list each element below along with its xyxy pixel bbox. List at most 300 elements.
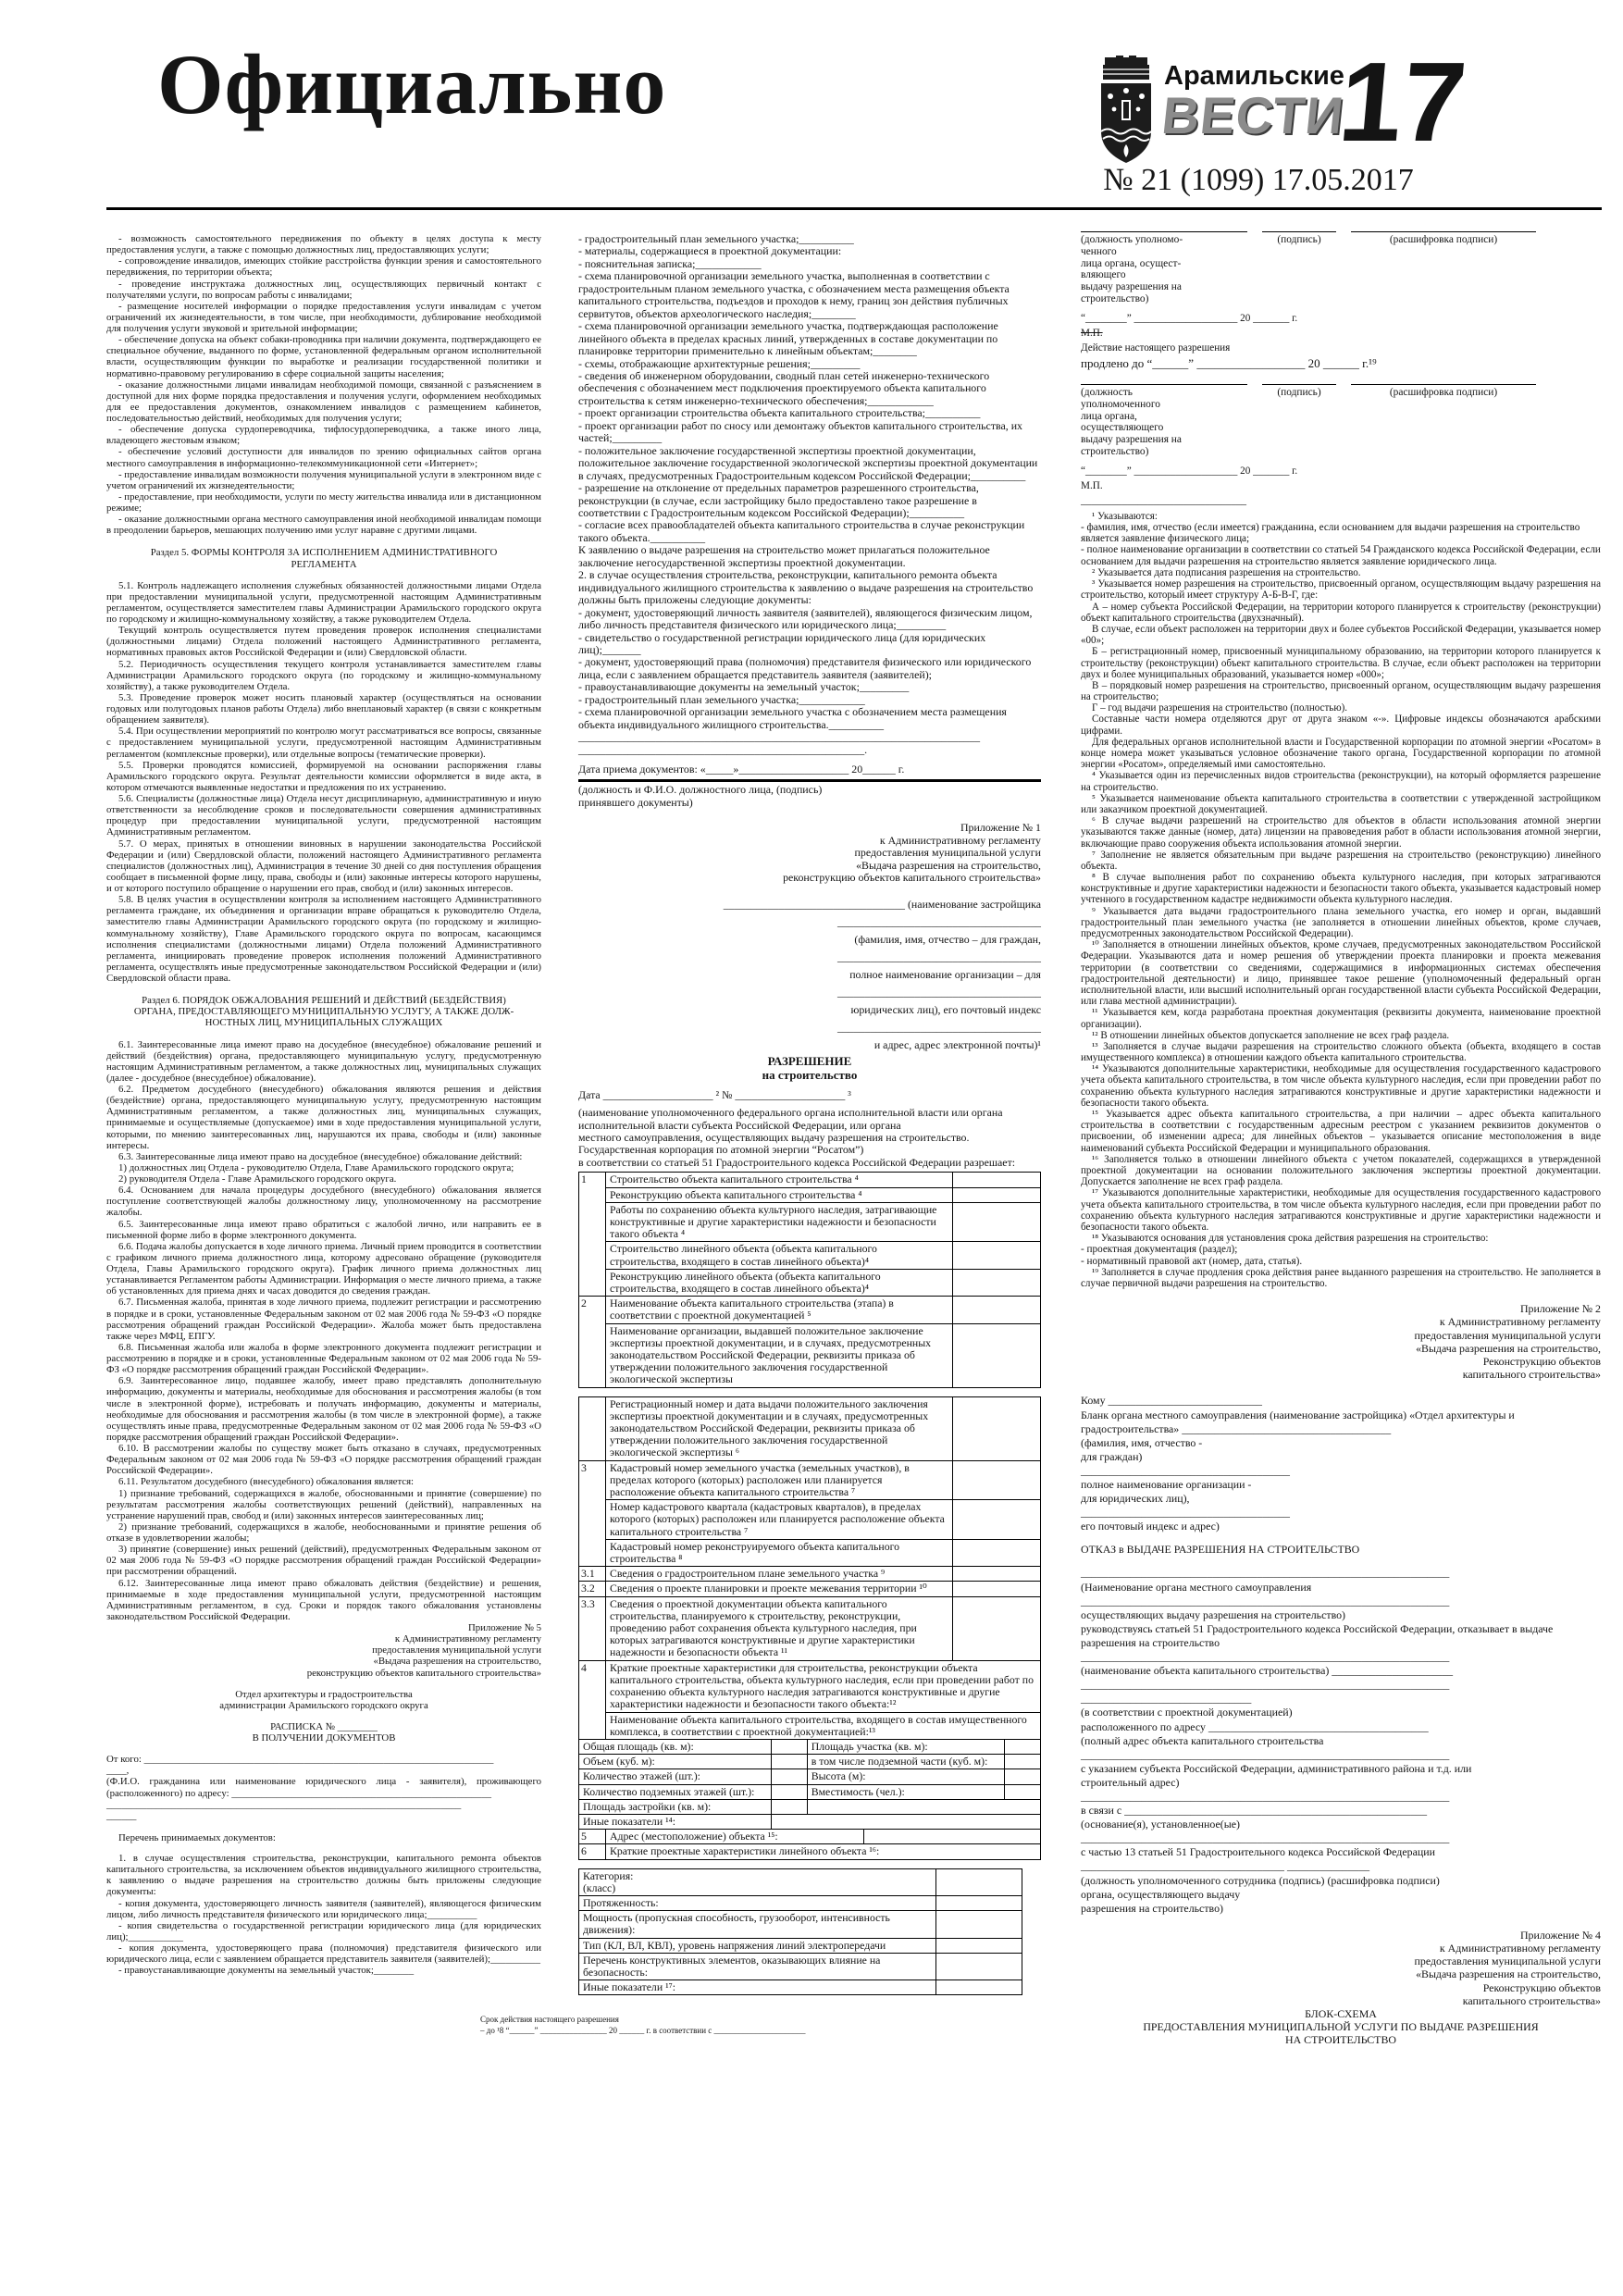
text-line: _________________________________________________________________________	[578, 730, 981, 744]
cell: Адрес (местоположение) объекта ¹⁵:	[606, 1830, 864, 1844]
table-row	[579, 1660, 1041, 1712]
value-cell	[771, 1769, 807, 1784]
text-line: - обеспечение условий доступности для инвалидов по зрению официальных сайтов органа местного самоуправления в информационно-телекоммуникационной сети «Интернет»;	[106, 446, 541, 469]
document-list	[578, 233, 1041, 896]
metrics-table	[578, 1739, 1041, 1830]
cell: Перечень конструктивных элементов, оказывающих влияние на безопасность:	[579, 1953, 936, 1980]
text-line: «Выдача разрешения на строительство,	[1416, 1967, 1601, 1981]
text-line: - оказание должностными органа местного самоуправления иной необходимой инвалидам помощи в преодолении барьеров, мешающих получению ими услуг наравне с другими лицами.	[106, 514, 541, 537]
text-line: ⁴ Указывается один из перечисленных видов строительства (реконструкции), на который оформляется разрешение на строительство.	[1081, 770, 1601, 793]
text-line: Приложение № 4	[1519, 1928, 1601, 1942]
left-column	[106, 233, 541, 1976]
cell: Строительство объекта капитального строительства ⁴	[606, 1173, 953, 1187]
cell: Высота (м):	[807, 1769, 1004, 1784]
text-line	[106, 536, 541, 547]
text-line: Составные части номера отделяются друг от друга знаком «-». Цифровые индексы обозначаются арабскими цифрами.	[1081, 714, 1601, 737]
text-line: - нормативный правовой акт (номер, дата, статья).	[1081, 1255, 1303, 1267]
text-line: - полное наименование организации в соответствии со статьей 54 Гражданского кодекса Российской Федерации, если основанием для выдачи разрешения на строительство является заявление юридического лица.	[1081, 544, 1601, 567]
text-line: - сведения об инженерном оборудовании, сводный план сетей инженерно-технического обеспечения с обозначением мест подключения проектируемого объекта капитального строительства к сетям инженерно-технического обеспечения;____________	[578, 368, 990, 407]
text-line: полное наименование организации – для	[849, 967, 1041, 981]
text-line: - проектная документация (раздел);	[1081, 1244, 1238, 1256]
text-line: - проведение инструктажа должностных лиц, осуществляющих первичный контакт с получателями услуги, по вопросам работы с инвалидами;	[106, 278, 541, 301]
text-line: ______________________________________	[1081, 1463, 1290, 1477]
text-line: (наименование объекта капитального строительства) ______________________	[1081, 1664, 1454, 1678]
date-line: “________” ____________________ 20 _______ г.	[1081, 312, 1298, 324]
text-line: 6.9. Заинтересованное лицо, подавшее жалобу, имеет право представлять дополнительную информацию, документы и материалы, необходимые для обоснования и рассмотрения жалобы (в том числе в электронной форме), истребовать и получать информацию, документы и материалы, необходимые для обоснования и рассмотрения жалобы (в том числе в электронной форме), а также осуществлять иные права, предусмотренные Федеральным законом от 02 мая 2006 года № 59-ФЗ «О порядке рассмотрения обращений граждан Российской Федерации».	[106, 1375, 541, 1443]
text-line: 6.2. Предметом досудебного (внесудебного) обжалования являются решения и действия (бездействие) органа, предоставляющего муниципальную услугу, предусмотренную настоящим Административным регламентом, а также должностных лиц, муниципальных служащих, принимаемые и осуществляемые (допускаемое) ими в ходе предоставления муниципальной услуги, которыми, по мнению заинтересованных лиц, нарушаются их права, свободы и (или) законные интересы.	[106, 1084, 541, 1151]
text-line: (должность уполномоченного сотрудника (подпись) (расшифровка подписи)	[1081, 1873, 1440, 1887]
heading-line: БЛОК-СХЕМА	[1305, 2007, 1377, 2021]
row-number: 4	[579, 1660, 606, 1739]
text-line: 6.10. В рассмотрении жалобы по существу может быть отказано в случаях, предусмотренных Федеральным законом от 02 мая 2006 года № 59-ФЗ «О порядке рассмотрения обращений граждан Российской Федерации».	[106, 1443, 541, 1477]
text-line	[106, 1744, 541, 1754]
cell: Сведения о проектной документации объекта капитального строительства, планируемого к строительству, реконструкции, проведению работ сохранения объекта культурного наследия, при которых затрагиваются конструктивные и другие характеристики надежности и безопасности объекта ¹¹	[606, 1596, 953, 1660]
text-line: строительство)	[1081, 292, 1149, 304]
value-cell	[771, 1739, 807, 1754]
text-line: - схема планировочной организации земельного участка, подтверждающая расположение линейного объекта в пределах красных линий, утвержденных в составе документации по планировке территории применительно к линейным объектам;________	[578, 319, 998, 358]
table-row	[579, 1323, 1041, 1387]
signatory-position-caption	[1081, 231, 1247, 305]
value-cell	[953, 1539, 1041, 1566]
text-line: ___________________________________________________________________	[1081, 1678, 1450, 1692]
annex-4-block	[1081, 1916, 1601, 2047]
cell: Количество подземных этажей (шт.):	[579, 1784, 772, 1799]
text-line: ⁶ В случае выдачи разрешений на строительство для объектов в области использования атомной энергии указываются также данные (номер, дата) лицензии на правоведения работ в области использования атомной энергии, включающие право сооружения объекта использования атомной энергии.	[1081, 815, 1601, 850]
value-cell	[1005, 1755, 1041, 1769]
value-cell	[1005, 1784, 1041, 1799]
text-line: _____________________________________ _______________	[1081, 1859, 1370, 1873]
text-line: «Выдача разрешения на строительство,	[856, 858, 1041, 872]
text-line: к Административному регламенту	[394, 1633, 541, 1645]
text-line: - сопровождение инвалидов, имеющих стойкие расстройства функции зрения и самостоятельного передвижения, по территории объекта;	[106, 255, 541, 279]
text-line	[578, 885, 1041, 896]
text-line: _____________________________________	[837, 914, 1041, 928]
right-column	[1081, 231, 1601, 2047]
text-line: _____________________________________	[837, 985, 1041, 999]
text-line: вляющего	[1081, 269, 1126, 281]
annex-2-block	[1081, 1289, 1601, 1394]
value-cell	[953, 1269, 1041, 1296]
text-line: (фамилия, имя, отчество -	[1081, 1435, 1203, 1449]
value-cell	[1005, 1739, 1041, 1754]
text-line: ⁵ Указывается наименование объекта капитального строительства в соответствии с утвержденной застройщиком или заказчиком проектной документацией.	[1081, 792, 1601, 815]
value-cell	[864, 1830, 1041, 1844]
table-row	[579, 1938, 1022, 1953]
value-cell	[953, 1297, 1041, 1323]
cell: Объем (куб. м):	[579, 1755, 772, 1769]
signature-block	[1081, 231, 1601, 305]
text-line: - разрешение на отклонение от предельных параметров разрешенного строительства, реконструкции (в случае, если застройщику было предоставлено такое разрешение в соответствии с Градостроительным кодексом Российской Федерации);__________	[578, 481, 979, 519]
value-cell	[953, 1242, 1041, 1269]
issuing-org-caption	[578, 1107, 1041, 1169]
text-line: «Выдача разрешения на строительство,	[1416, 1341, 1601, 1355]
text-line: ___________________________________________________________________	[1081, 1831, 1450, 1845]
text-line: к Административному регламенту	[1439, 1942, 1601, 1955]
cell: Строительство линейного объекта (объекта капитального строительства, входящего в состав линейного объекта)⁴	[606, 1242, 953, 1269]
cell: Реконструкцию линейного объекта (объекта капитального строительства, входящего в состав линейного объекта)⁴	[606, 1269, 953, 1296]
text-line: 5.4. При осуществлении мероприятий по контролю могут рассматриваться все вопросы, связанные с предоставлением муниципальной услуги, предусмотренной настоящим Административным регламентом (комплексные проверки), или отдельные вопросы (тематические проверки).	[106, 726, 541, 760]
value-cell	[936, 1868, 1022, 1895]
cell: Наименование организации, выдавшей положительное заключение экспертизы проектной документации, и в случаях, предусмотренных законодательством Российской Федерации, реквизиты приказа об утверждении положительного заключения государственной экологической экспертизы	[606, 1323, 953, 1387]
page-title: Официально	[157, 37, 667, 131]
text-line: (наименование уполномоченного федерального органа исполнительной власти или органа исполнительной власти субъекта Российской Федерации, или органа	[578, 1106, 1003, 1132]
text-line: - материалы, содержащиеся в проектной документации:	[578, 244, 842, 258]
table-row	[579, 1755, 1041, 1769]
value-cell	[953, 1596, 1041, 1660]
value-cell	[953, 1500, 1041, 1540]
text-line: 6.7. Письменная жалоба, принятая в ходе личного приема, подлежит регистрации и рассмотрению в порядке и в сроки, установленные Федеральным законом от 02 мая 2006 года № 59-ФЗ «О порядке рассмотрения обращений граждан Российской Федерации». Жалоба может быть предоставлена также через МФЦ, ЕПГУ.	[106, 1297, 541, 1342]
table-row	[579, 1769, 1041, 1784]
text-line: Для федеральных органов исполнительной власти и Государственной корпорации по атомной энергии «Росатом» в конце номера может указываться условное обозначение такого органа, Государственной корпорации по атомной энергии «Росатом», определяемый ими самостоятельно.	[1081, 736, 1601, 771]
text-line: Приложение № 1	[960, 821, 1041, 835]
text-line: Приложение № 2	[1519, 1302, 1601, 1316]
text-line: реконструкцию объектов капитального строительства»	[306, 1667, 541, 1679]
text-line: 1. в случае осуществления строительства, реконструкции, капитального ремонта объектов капитального строительства, за исключением объектов индивидуального жилищного строительства, к заявлению о выдаче разрешения на строительство должны быть приложены следующие документы:	[106, 1853, 541, 1898]
text-line: От кого: ______________________________________________________________________	[106, 1754, 494, 1766]
text-line: - правоустанавливающие документы на земельный участок;________	[118, 1965, 415, 1977]
text-line: органа, осуществляющего выдачу	[1081, 1887, 1241, 1901]
value-cell	[953, 1582, 1041, 1596]
value-cell	[936, 1938, 1022, 1953]
table-row	[579, 1173, 1041, 1187]
text-line: 6.3. Заинтересованные лица имеют право на досудебное (внесудебное) обжалование действий:	[118, 1150, 523, 1162]
text-line	[106, 1711, 541, 1721]
text-line: в соответствии со статьей 51 Градостроительного кодекса Российской Федерации разрешает:	[578, 1155, 1016, 1169]
signature-decode-caption: (расшифровка подписи)	[1351, 231, 1536, 305]
text-line: ______________________________________	[1081, 1506, 1290, 1520]
value-cell	[953, 1396, 1041, 1460]
cell-line: (класс)	[583, 1880, 616, 1894]
text-line: - обеспечение допуска на объект собаки-проводника при наличии документа, подтверждающего ее специальное обучение, выданного по форме, установленной федеральным органом исполнительной власти, осуществляющим функции по выработке и реализации государственной политики и нормативно-правовому регулированию в сфере социальной защиты населения;	[106, 334, 541, 379]
validity-footer-label: Срок действия настоящего разрешения	[480, 2015, 619, 2025]
text-line	[106, 1843, 541, 1853]
text-line: для граждан)	[1081, 1449, 1143, 1463]
text-line: Дата приема документов: «_____»____________________ 20______ г.	[578, 763, 905, 776]
cell: Мощность (пропускная способность, грузооборот, интенсивность движения):	[579, 1911, 936, 1938]
cell: Иные показатели ¹⁷:	[579, 1980, 936, 1995]
text-line: ² Указывается дата подписания разрешения на строительство.	[1092, 567, 1361, 579]
text-line: разрешения на строительство)	[1081, 1901, 1223, 1915]
text-line: (основание(я), установленное(ые)	[1081, 1818, 1240, 1831]
text-line: ченного	[1081, 245, 1117, 257]
text-line: ___________________________________________________________________	[1081, 1747, 1450, 1761]
text-line: уполномоченного	[1081, 398, 1160, 410]
text-line: (должность и Ф.И.О. должностного лица, (подпись)	[578, 783, 823, 797]
text-line: - документ, удостоверяющий права (полномочия) представителя физического или юридического лица, если с заявлением обращается представитель заявителя (заявителей);	[578, 655, 1032, 681]
cell: Протяженность:	[579, 1895, 936, 1910]
validity-note: Действие настоящего разрешения	[1081, 342, 1231, 354]
heading-line: НОСТНЫХ ЛИЦ, МУНИЦИПАЛЬНЫХ СЛУЖАЩИХ	[204, 1017, 443, 1029]
text-line: предоставления муниципальной услуги	[1414, 1328, 1601, 1342]
text-line: - согласие всех правообладателей объекта капитального строительства в случае реконструкции такого объекта.__________	[578, 518, 1025, 544]
text-line: - возможность самостоятельного передвижения по объекту в целях доступа к месту предоставления услуги, а также с помощью должностных лиц, предоставляющих услуги;	[106, 233, 541, 256]
value-cell	[953, 1460, 1041, 1500]
permit-table-3	[578, 1829, 1041, 1859]
table-row	[579, 1799, 1041, 1814]
text-line: ____,	[106, 1765, 130, 1777]
text-line: (полный адрес объекта капитального строительства	[1081, 1733, 1324, 1747]
text-line: 1) должностных лиц Отдела - руководителю Отдела, Главе Арамильского городского округа;	[118, 1161, 514, 1173]
signature-decode-caption: (расшифровка подписи)	[1351, 384, 1536, 458]
text-line: (Наименование органа местного самоуправления	[1081, 1580, 1312, 1594]
text-line: - схема планировочной организации земельного участка с обозначением места размещения объекта индивидуального жилищного строительства.__________	[578, 705, 1007, 731]
row-number: 6	[579, 1844, 606, 1859]
table-row	[579, 1830, 1041, 1844]
text-line: ¹⁷ Указываются дополнительные характеристики, необходимые для осуществления государственного кадастрового учета объекта капитального строительства, в том числе объекта культурного наследия, если при проведении работ по сохранению объекта культурного наследия затрагиваются конструктивные и другие характеристики надежности и безопасности такого объекта.	[1081, 1187, 1601, 1233]
text-line: ___________________________________________________________________	[1081, 1566, 1450, 1580]
text-line: 6.4. Основанием для начала процедуры досудебного (внесудебного) обжалования является поступление соответствующей жалобы должностному лицу, уполномоченному на рассмотрение жалобы.	[106, 1185, 541, 1219]
text-line	[578, 809, 1041, 822]
text-line: 5.3. Проведение проверок может носить плановый характер (осуществляться на основании годовых или полугодовых планов работы Отдела) либо внеплановый характер (в связи с конкретным обращением заявителя).	[106, 691, 541, 726]
signature-block-2	[1081, 384, 1601, 458]
text-line: ⁹ Указывается дата выдачи градостроительного плана земельного участка, его номер и орган, выдавший градостроительный план земельного участка (не заполняется в отношении линейных объектов, кроме случаев, предусмотренных законодательством Российской Федерации).	[1081, 905, 1601, 940]
table-row	[579, 1187, 1041, 1202]
cell: Вместимость (чел.):	[807, 1784, 1004, 1799]
developer-name-form	[578, 896, 1041, 1054]
value-cell	[1005, 1769, 1041, 1784]
table-row	[579, 1539, 1041, 1566]
heading-line: ОРГАНА, ПРЕДОСТАВЛЯЮЩЕГО МУНИЦИПАЛЬНУЮ УСЛУГУ, А ТАКЖЕ ДОЛЖ-	[133, 1006, 514, 1018]
text-line: 6.11. Результатом досудебного (внесудебного) обжалования является:	[118, 1476, 415, 1488]
table-row	[579, 1739, 1041, 1754]
text-line: ___________________________________________________________________	[1081, 1650, 1450, 1664]
text-line: 6.8. Письменная жалоба или жалоба в форме электронного документа подлежит регистрации и рассмотрению в порядке и в сроки, установленные Федеральным законом от 02 мая 2006 года № 59-ФЗ «О порядке рассмотрения обращений граждан Российской Федерации».	[106, 1341, 541, 1376]
value-cell	[771, 1814, 1040, 1829]
text-line: предоставления муниципальной услуги	[854, 846, 1041, 860]
text-line: выдачу разрешения на	[1081, 281, 1182, 293]
value-cell	[936, 1911, 1022, 1938]
text-line: Перечень принимаемых документов:	[118, 1831, 276, 1843]
text-line: в связи с _______________________________________________________	[1081, 1804, 1428, 1818]
row-number: 3.1	[579, 1567, 606, 1582]
text-line: 6.1. Заинтересованные лица имеют право на досудебное (внесудебное) обжалование решений и действий (бездействия) органа, предоставляющего муниципальную услугу, предусмотренную настоящим Административным регламентом, а также должностных лиц, муниципальных служащих (далее - досудебное (внесудебное) обжалование).	[106, 1038, 541, 1084]
text-line: ОТКАЗ в ВЫДАЧЕ РАЗРЕШЕНИЯ НА СТРОИТЕЛЬСТВО	[1081, 1543, 1360, 1557]
value-cell	[953, 1173, 1041, 1187]
text-line: - свидетельство о государственной регистрации юридического лица (для юридических лиц);_______	[578, 630, 986, 656]
text-line: с частью 13 статьей 51 Градостроительного кодекса Российской Федерации	[1081, 1845, 1435, 1859]
cell: Общая площадь (кв. м):	[579, 1739, 772, 1754]
value-cell	[807, 1799, 1040, 1814]
text-line: юридических лиц), его почтовый индекс	[850, 1002, 1041, 1016]
heading-line: ПРЕДОСТАВЛЕНИЯ МУНИЦИПАЛЬНОЙ УСЛУГИ ПО ВЫДАЧЕ РАЗРЕШЕНИЯ	[1143, 2020, 1539, 2034]
text-line	[1081, 1533, 1601, 1543]
cell: Наименование объекта капитального строительства, входящего в состав имущественного комплекса, в соответствии с проектной документацией:¹³	[606, 1712, 1041, 1739]
value-cell	[953, 1567, 1041, 1582]
cell: в том числе подземной части (куб. м):	[807, 1755, 1004, 1769]
text-line: осуществляющих выдачу разрешения на строительство)	[1081, 1607, 1346, 1621]
table-row	[579, 1784, 1041, 1799]
value-cell	[771, 1784, 807, 1799]
text-line: - копия документа, удостоверяющего личность заявителя (заявителей), являющегося физическим лицом, либо личность представителя физического или юридического лица;__________	[106, 1897, 541, 1920]
text-line: принявшего документы)	[578, 795, 693, 809]
row-number: 1	[579, 1173, 606, 1297]
stamp-mark: М.П.	[1081, 328, 1103, 340]
text-line: капитального строительства»	[1462, 1368, 1601, 1382]
value-cell	[936, 1980, 1022, 1995]
cell-line: Категория:	[583, 1868, 634, 1882]
cell: Краткие проектные характеристики для строительства, реконструкции объекта капитального строительства, объекта культурного наследия, если при проведении работ по сохранению объекта культурного наследия затрагиваются конструктивные и другие характеристики надежности и безопасности такого объекта:¹²	[606, 1660, 1041, 1712]
text-line: - правоустанавливающие документы на земельный участок;_________	[578, 680, 910, 694]
text-line: _______________________________	[1081, 1692, 1252, 1706]
text-line	[1081, 1381, 1601, 1394]
text-line: - оказание должностными лицами инвалидам необходимой помощи, связанной с разъяснением в доступной для них форме порядка предоставления и получения услуги, оформлением необходимых для ее предоставления документов, ознакомлением инвалидов с размещением кабинетов, последовательностью действий, необходимых для получения услуги;	[106, 379, 541, 424]
text-line	[106, 1821, 541, 1832]
text-line: ___________________________________________________________________	[1081, 1789, 1450, 1803]
text-line: местного самоуправления, осуществляющих выдачу разрешения на строительство. Государственная корпорация по атомной энергии “Росатом”)	[578, 1131, 970, 1157]
cell: Реконструкцию объекта капитального строительства ⁴	[606, 1187, 953, 1202]
text-line: (фамилия, имя, отчество – для граждан,	[854, 932, 1041, 946]
text-line: ¹³ Заполняется в случае выдачи разрешения на строительство сложного объекта (объекта, входящего в состав имущественного комплекса) в отношении каждого объекта капитального строительства.	[1081, 1040, 1601, 1064]
text-line: лица органа,	[1081, 410, 1137, 422]
permit-table	[578, 1172, 1041, 1387]
city-crest-icon	[1097, 56, 1155, 165]
cell: Кадастровый номер реконструируемого объекта капитального строительства ⁸	[606, 1539, 953, 1566]
text-line: - пояснительная записка;____________	[578, 256, 762, 270]
text-line: - предоставление, при необходимости, услуги по месту жительства инвалида или в дистанционном режиме;	[106, 490, 541, 514]
text-line	[578, 779, 1041, 782]
footnote-separator: ________________________________	[1081, 495, 1246, 507]
text-line: Бланк органа местного самоуправления (наименование застройщика) «Отдел архитектуры и градостроительства» ______________________________________	[1081, 1408, 1515, 1435]
text-line	[1081, 1289, 1601, 1302]
issue-line: № 21 (1099) 17.05.2017	[1103, 163, 1414, 197]
text-line: 2) руководителя Отдела - Главе Арамильского городского округа.	[118, 1173, 397, 1185]
text-line: 5.1. Контроль надлежащего исполнения служебных обязанностей должностными лицами Отдела при предоставлении муниципальной услуги, предусмотренной настоящим Административным регламентом, осуществляется заместителем главы Администрации Арамильского городского округа по городскому и жилищно-коммунальному хозяйству, а также руководителем Отдела.	[106, 579, 541, 625]
table-row	[579, 1202, 1041, 1242]
text-line: - предоставление инвалидам возможности получения муниципальной услуги в электронном виде с учетом ограничений их жизнедеятельности;	[106, 468, 541, 491]
text-line: 5.7. О мерах, принятых в отношении виновных в нарушении законодательства Российской Федерации и (или) Свердловской области, положений настоящего Административного регламента специалистов (должностных лиц), Администрация в течение 30 дней со дня поступления обращения сообщает в письменной форме лицу, права, свободы и (или) законные интересы которого нарушены, и от которого поступило обращение о нарушении его прав, свобод и (или) законных интересов.	[106, 838, 541, 894]
cell: Наименование объекта капитального строительства (этапа) в соответствии с проектной документацией ⁵	[606, 1297, 953, 1323]
text-line: Г – год выдачи разрешения на строительство (полностью).	[1092, 702, 1348, 714]
table-row	[579, 1460, 1041, 1500]
text-line: 3) принятие (совершение) иных решений (действий), предусмотренных Федеральным законом от 02 мая 2006 года № 59-ФЗ «О порядке рассмотрения обращений граждан Российской Федерации» при рассмотрении обращений.	[106, 1544, 541, 1578]
table-row	[579, 1911, 1022, 1938]
heading-line: НА СТРОИТЕЛЬСТВО	[1285, 2033, 1396, 2047]
text-line: капитального строительства»	[1462, 1993, 1601, 2007]
text-line: _____________________________________	[837, 1020, 1041, 1034]
text-line: - копия свидетельства о государственной регистрации юридического лица (для юридических лиц);___________	[106, 1919, 541, 1942]
text-line: 5.6. Специалисты (должностные лица) Отдела несут дисциплинарную, административную и иную ответственности за несоблюдение сроков и последовательности совершения административных процедур при предоставлении муниципальной услуги, предусмотренной настоящим Административным регламентом.	[106, 793, 541, 838]
refusal-form	[1081, 1394, 1601, 1915]
text-line: и адрес, адрес электронной почты)¹	[873, 1037, 1041, 1051]
text-line: - схема планировочной организации земельного участка, выполненная в соответствии с градостроительным планом земельного участка, с обозначением места размещения объекта капитального строительства, подъездов и проходов к нему, границ зон действия публичных сервитутов, объектов археологического наследия;________	[578, 269, 1010, 320]
table-row	[579, 1500, 1041, 1540]
text-line: осуществляющего	[1081, 422, 1164, 434]
heading-line: Раздел 6. ПОРЯДОК ОБЖАЛОВАНИЯ РЕШЕНИЙ И ДЕЙСТВИЙ (БЕЗДЕЙСТВИЯ)	[142, 995, 506, 1007]
text-line: 5.8. В целях участия в осуществлении контроля за исполнением настоящего Административного регламента граждане, их объединения и организации вправе обращаться к руководителю Отдела, заместителю главы Администрации Арамильского городского округа (по городскому и жилищно-коммунальному хозяйству), Главе Арамильского городского округа по вопросам, касающимся исполнения специалистами (должностными лицами) Отдела положений Административного регламента, инициировать проведение проверок исполнения положений Административного регламента, осуществлять иные предусмотренные законодательством Российской Федерации и (или) Свердловской области права.	[106, 894, 541, 984]
value-cell	[771, 1755, 807, 1769]
text-line: 5.5. Проверки проводятся комиссией, формируемой на основании распоряжения главы Арамильского городского округа. Результат деятельности комиссии оформляется в виде акта, в котором отмечаются выявленные недостатки и предложения по их устранению.	[106, 759, 541, 793]
text-line: ¹⁵ Указывается адрес объекта капитального строительства, а при наличии – адрес объекта капитального строительства в соответствии с государственным адресным реестром с указанием реквизитов документов о присвоении, об изменении адреса; для линейных объектов – указывается описание местоположения в виде наименований субъекта Российской Федерации и муниципального образования.	[1081, 1109, 1601, 1154]
table-row	[579, 1567, 1041, 1582]
text-line: - схемы, отображающие архитектурные решения;_________	[578, 356, 861, 370]
text-line: - размещение носителей информации о порядке предоставления услуги инвалидам с учетом ограничений их жизнедеятельности, в том числе, при необходимости, дублирование необходимой для получения услуги звуковой и зрительной информации;	[106, 300, 541, 334]
text-line	[106, 1679, 541, 1689]
text-line: (должность уполномо-	[1081, 234, 1183, 245]
cell: Иные показатели ¹⁴:	[579, 1814, 772, 1829]
table-row	[579, 1582, 1041, 1596]
heading-line: В ПОЛУЧЕНИИ ДОКУМЕНТОВ	[252, 1732, 396, 1744]
date-line: “________” ____________________ 20 _______ г.	[1081, 465, 1298, 477]
text-line: 2. в случае осуществления строительства, реконструкции, капитального ремонта объекта индивидуального жилищного строительства к заявлению о выдаче разрешения на строительство должны быть приложены следующие документы:	[578, 568, 1034, 607]
table-row	[579, 1953, 1022, 1980]
text-line: (Ф.И.О. гражданина или наименование юридического лица - заявителя), проживающего (расположенного) по адресу: ____________________________________________________	[106, 1776, 541, 1799]
text-line: - документ, удостоверяющий личность заявителя (заявителей), являющегося физическим лицом, либо личность представителя физического или юридического лица;_________	[578, 605, 1033, 632]
text-line: _________________________________ (наименование застройщика	[723, 897, 1041, 911]
text-line: _____________________________________	[837, 949, 1041, 963]
validity-footer-line: – до ¹8 “______” ________________ 20 ______ г. в соответствии с ______________________	[480, 2026, 806, 2036]
row-number: 3	[579, 1460, 606, 1567]
value-cell	[953, 1202, 1041, 1242]
signature-caption: (подпись)	[1262, 231, 1336, 305]
cell: Тип (КЛ, ВЛ, КВЛ), уровень напряжения линий электропередачи	[579, 1938, 936, 1953]
table-row	[579, 1396, 1041, 1460]
text-line: ⁷ Заполнение не является обязательным при выдаче разрешения на строительство (реконструкцию) линейного объекта.	[1081, 849, 1601, 872]
table-row	[579, 1712, 1041, 1739]
cell: Количество этажей (шт.):	[579, 1769, 772, 1784]
cell: Сведения о градостроительном плане земельного участка ⁹	[606, 1567, 953, 1582]
table-row	[579, 1868, 1022, 1895]
text-line: Текущий контроль осуществляется путем проведения проверок исполнения специалистами (должностными лицами) Отдела положений настоящего Административного регламента, нормативных правовых актов Российской Федерации и (или) Свердловской области.	[106, 625, 541, 659]
text-line: - проект организации строительства объекта капитального строительства;__________	[578, 406, 981, 420]
cell: Регистрационный номер и дата выдачи положительного заключения экспертизы проектной документации и в случаях, предусмотренных законодательством Российской Федерации, реквизиты приказа об утверждении положительного заключения государственной экологической экспертизы ⁶	[606, 1396, 953, 1460]
text-line: строительный адрес)	[1081, 1775, 1180, 1789]
text-line: ⁸ В случае выполнения работ по сохранению объекта культурного наследия, при которых затрагиваются конструктивные и другие характеристики надежности и безопасности такого объекта, указывается кадастровый номер учтенного в государственном кадастре недвижимости объекта культурного наследия.	[1081, 872, 1601, 906]
text-line: ¹ Указываются:	[1092, 510, 1158, 522]
text-line: 1) признание требований, содержащихся в жалобе, обоснованными и принятие (совершение) по результатам рассмотрения жалобы соответствующих решений (действий), направленных на устранение нарушений прав, свобод и (или) законных интересов заинтересованных лиц;	[106, 1487, 541, 1521]
text-line: - проект организации работ по сносу или демонтажу объектов капитального строительства, их частей;_________	[578, 418, 1023, 445]
text-line: (должность	[1081, 386, 1133, 398]
heading-line: Отдел архитектуры и градостроительства	[235, 1688, 413, 1700]
text-line: - обеспечение допуска сурдопереводчика, тифлосурдопереводчика, а также иного лица, владеющего жестовым языком;	[106, 424, 541, 447]
linear-object-table	[578, 1868, 1022, 1996]
text-line	[1081, 1557, 1601, 1566]
text-line: ___________________________________________________________________	[1081, 1594, 1450, 1607]
text-line: В случае, если объект расположен на территории двух и более субъектов Российской Федерации, указывается номер «00»;	[1081, 623, 1601, 647]
text-line: 6.12. Заинтересованные лица имеют право обжаловать действия (бездействие) и решения, принимаемые в ходе предоставления муниципальной услуги, предусмотренной настоящим Административным регламентом, в суд. Сроки и порядок такого обжалования установлены законодательством Российской Федерации.	[106, 1577, 541, 1622]
signatory-position-caption	[1081, 384, 1247, 458]
text-line: строительство)	[1081, 445, 1149, 457]
table-row	[579, 1297, 1041, 1323]
text-line: ¹² В отношении линейных объектов допускается заполнение не всех граф раздела.	[1092, 1029, 1450, 1041]
text-line: К заявлению о выдаче разрешения на строительство может прилагаться положительное заключение негосударственной экспертизы проектной документации.	[578, 543, 990, 569]
text-line: - градостроительный план земельного участка;__________	[578, 232, 854, 245]
heading-line: администрации Арамильского городского округа	[219, 1699, 428, 1711]
text-line: лица органа, осущест-	[1081, 257, 1182, 269]
text-line: В – порядковый номер разрешения на строительство, присвоенный органом, осуществляющим выдачу разрешения на строительство;	[1081, 679, 1601, 703]
cell: Номер кадастрового квартала (кадастровых кварталов), в пределах которого (которых) расположен или планируется расположение объекта капитального строительства ⁷	[606, 1500, 953, 1540]
text-line	[106, 984, 541, 995]
text-line: Кому ____________________________	[1081, 1394, 1262, 1408]
text-line: выдачу разрешения на	[1081, 434, 1182, 446]
page-number: 17	[1334, 39, 1471, 165]
permit-title: РАЗРЕШЕНИЕ	[767, 1053, 852, 1068]
text-line: ____________________________________________________.	[578, 742, 868, 756]
cell: Работы по сохранению объекта культурного наследия, затрагивающие конструктивные и другие характеристики надежности и безопасности такого объекта ⁴	[606, 1202, 953, 1242]
text-line: (в соответствии с проектной документацией)	[1081, 1706, 1293, 1719]
text-line: ³ Указывается номер разрешения на строительство, присвоенный органом, осуществляющим выдачу разрешения на строительство, который имеет структуру А-Б-В-Г, где:	[1081, 578, 1601, 602]
permit-subtitle: на строительство	[762, 1067, 858, 1082]
text-line: его почтовый индекс и адрес)	[1081, 1520, 1220, 1533]
text-line: «Выдача разрешения на строительство,	[373, 1656, 541, 1668]
text-line: Б – регистрационный номер, присвоенный муниципальному образованию, на территории которого планируется к строительству (реконструкции) объект капитального строительства. В случае, если объект расположен на территории двух и более муниципальных образований, указывается номер «000»;	[1081, 646, 1601, 680]
footnotes	[1081, 511, 1601, 1290]
table-row	[579, 1844, 1041, 1859]
table-row	[579, 1980, 1022, 1995]
newspaper-name-bottom: ВЕСТИ	[1158, 86, 1347, 144]
table-row	[579, 1269, 1041, 1296]
header-rule	[106, 207, 1602, 210]
text-line: Реконструкцию объектов	[1482, 1355, 1601, 1369]
